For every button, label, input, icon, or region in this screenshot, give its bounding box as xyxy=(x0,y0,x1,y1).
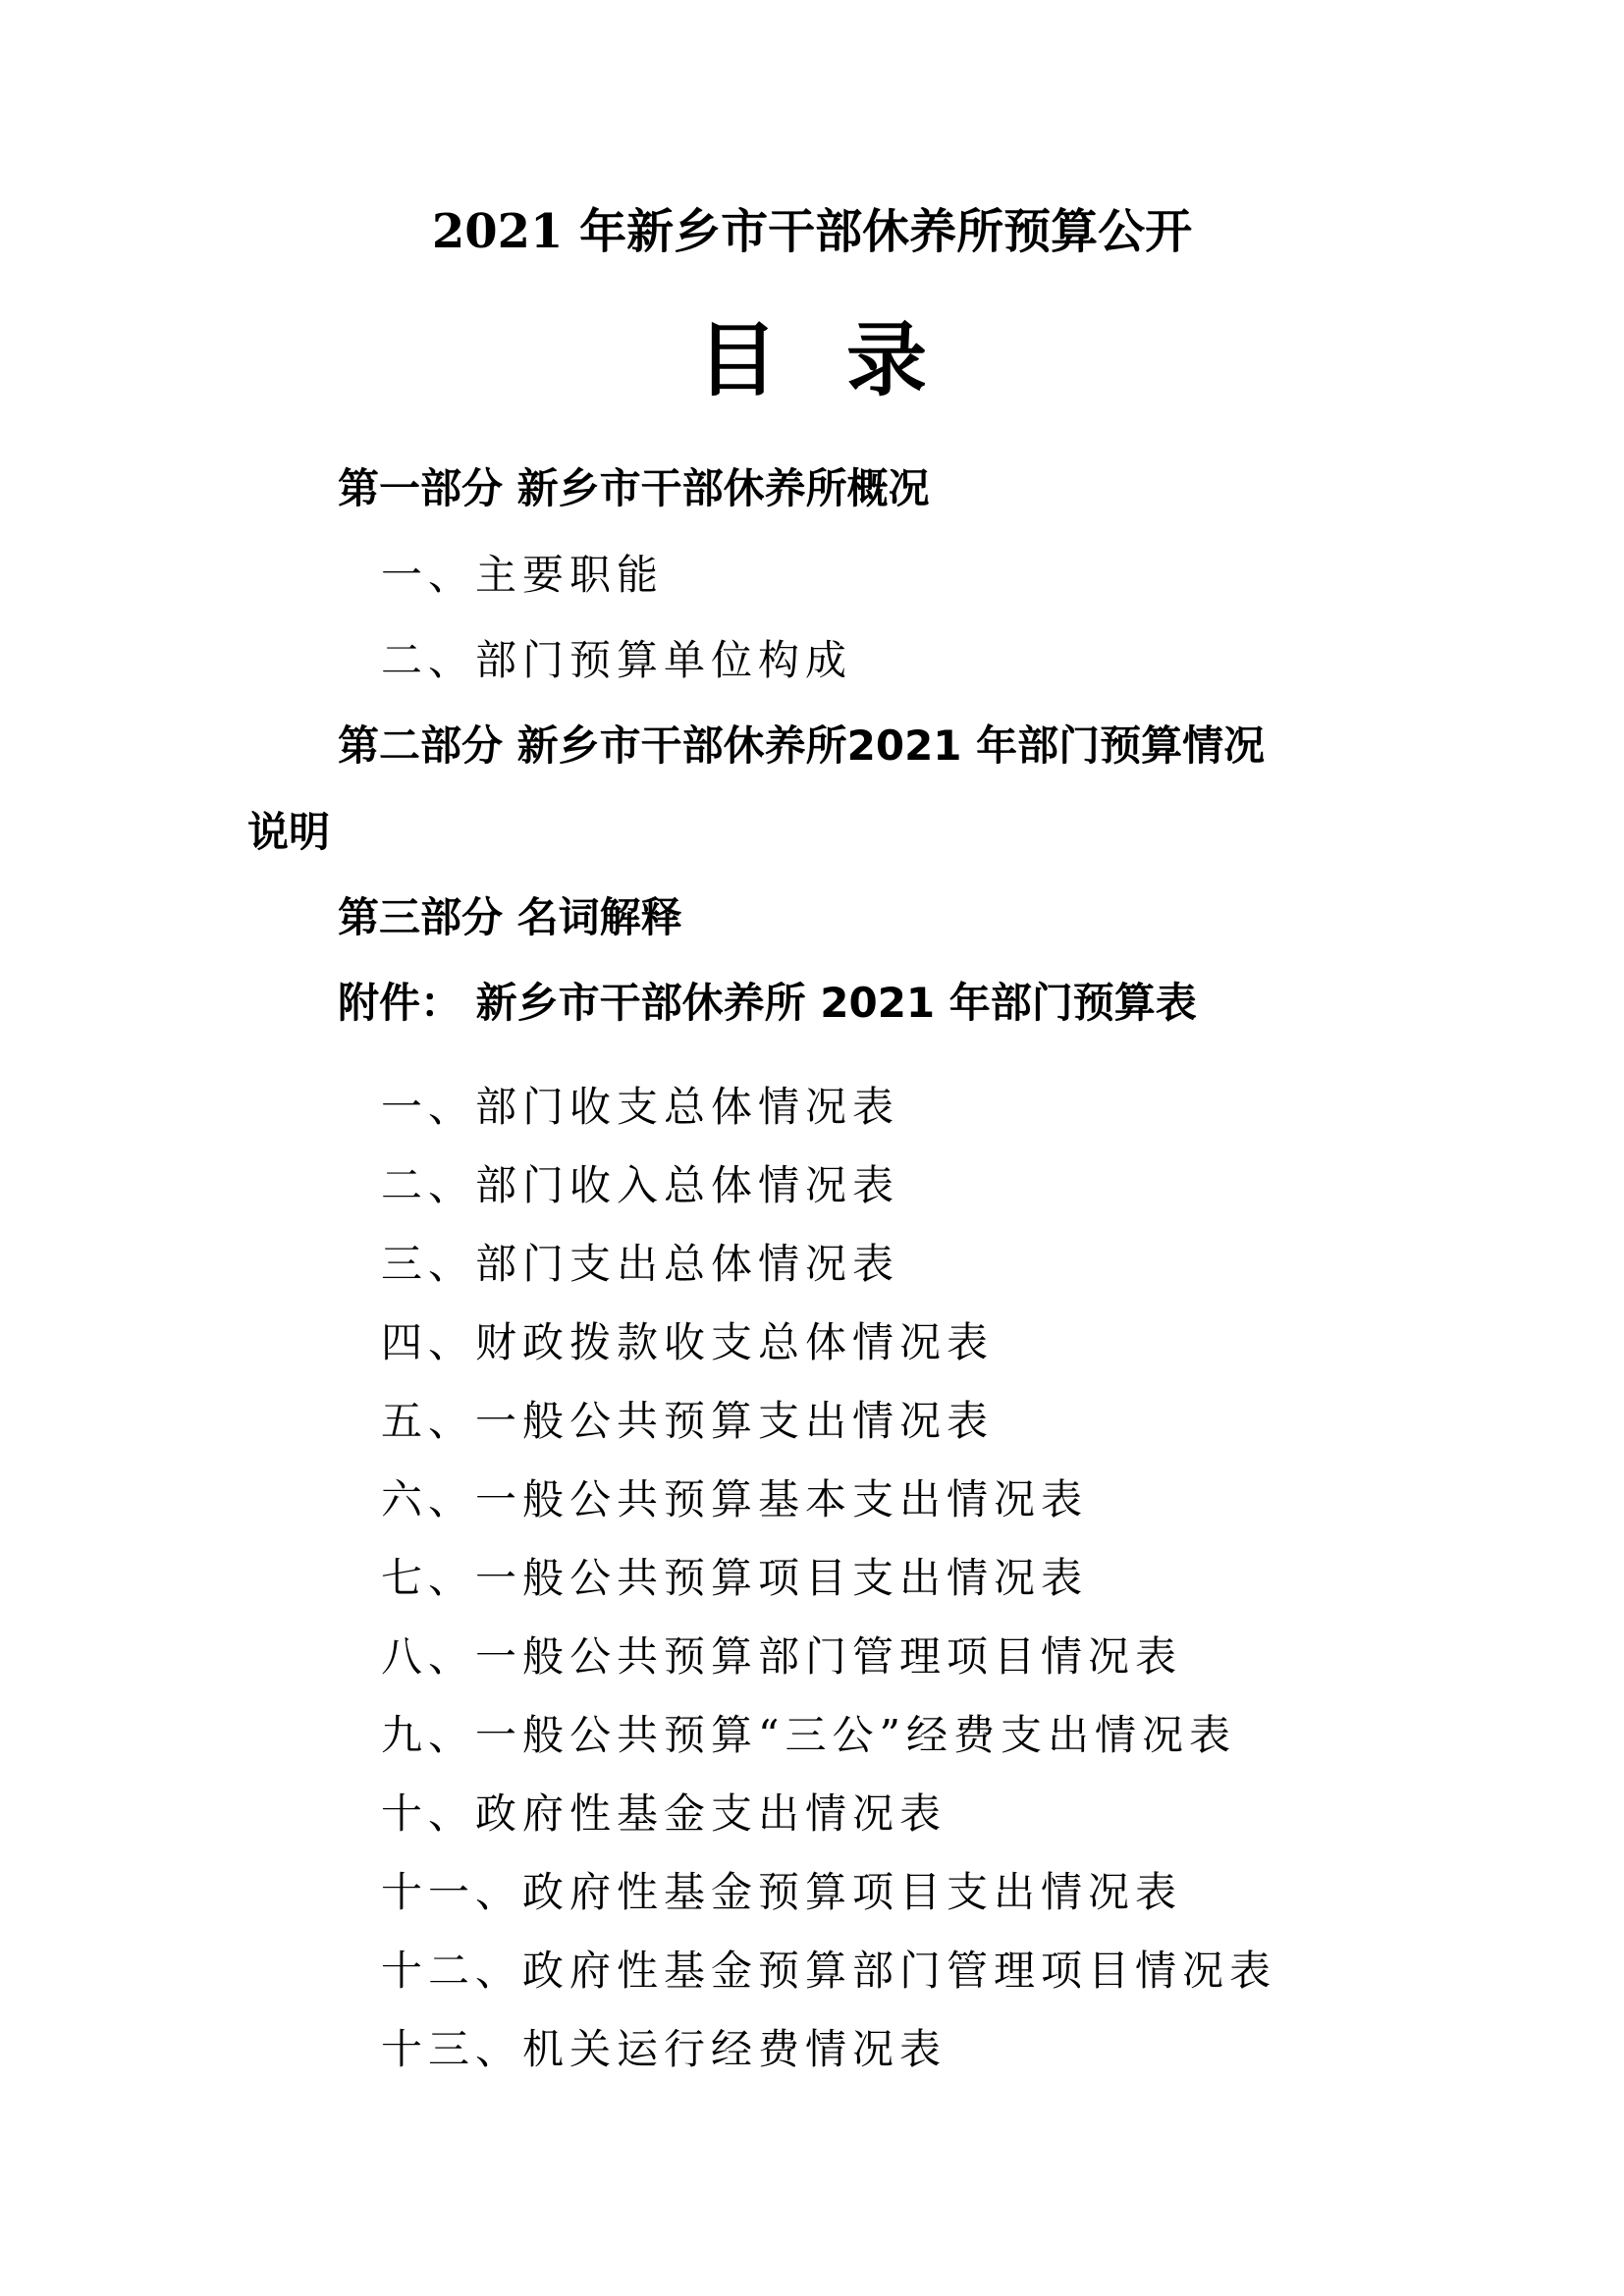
toc-table-item-4[interactable]: 四、财政拨款收支总体情况表 xyxy=(381,1318,995,1366)
toc-heading-char-1: 目 xyxy=(696,314,778,407)
toc-attachment[interactable]: 附件： 新乡市干部休养所 2021 年部门预算表 xyxy=(338,979,1197,1027)
toc-part-two-continuation: 说明 xyxy=(247,808,331,856)
document-title: 2021 年新乡市干部休养所预算公开 xyxy=(431,204,1193,259)
toc-heading xyxy=(0,312,1624,410)
toc-table-item-5[interactable]: 五、一般公共预算支出情况表 xyxy=(381,1397,995,1445)
toc-table-item-1[interactable]: 一、部门收支总体情况表 xyxy=(381,1083,900,1131)
toc-table-item-2[interactable]: 二、部门收入总体情况表 xyxy=(381,1161,900,1209)
toc-part-three[interactable]: 第三部分 名词解释 xyxy=(338,893,682,941)
toc-table-item-10[interactable]: 十、政府性基金支出情况表 xyxy=(381,1789,947,1838)
toc-table-item-9[interactable]: 九、一般公共预算“三公”经费支出情况表 xyxy=(381,1711,1236,1759)
toc-table-item-11[interactable]: 十一、政府性基金预算项目支出情况表 xyxy=(381,1868,1183,1916)
toc-item-budget-units[interactable]: 二、部门预算单位构成 xyxy=(381,636,853,684)
toc-table-item-8[interactable]: 八、一般公共预算部门管理项目情况表 xyxy=(381,1632,1183,1681)
toc-table-item-3[interactable]: 三、部门支出总体情况表 xyxy=(381,1240,900,1288)
toc-table-item-6[interactable]: 六、一般公共预算基本支出情况表 xyxy=(381,1475,1089,1523)
toc-heading-char-2: 录 xyxy=(846,314,928,407)
toc-table-item-7[interactable]: 七、一般公共预算项目支出情况表 xyxy=(381,1554,1089,1602)
toc-part-one[interactable]: 第一部分 新乡市干部休养所概况 xyxy=(338,464,930,512)
toc-item-main-functions[interactable]: 一、主要职能 xyxy=(381,551,665,599)
toc-table-item-13[interactable]: 十三、机关运行经费情况表 xyxy=(381,2025,947,2073)
toc-table-item-12[interactable]: 十二、政府性基金预算部门管理项目情况表 xyxy=(381,1947,1277,1995)
toc-part-two[interactable]: 第二部分 新乡市干部休养所2021 年部门预算情况 xyxy=(338,721,1266,770)
